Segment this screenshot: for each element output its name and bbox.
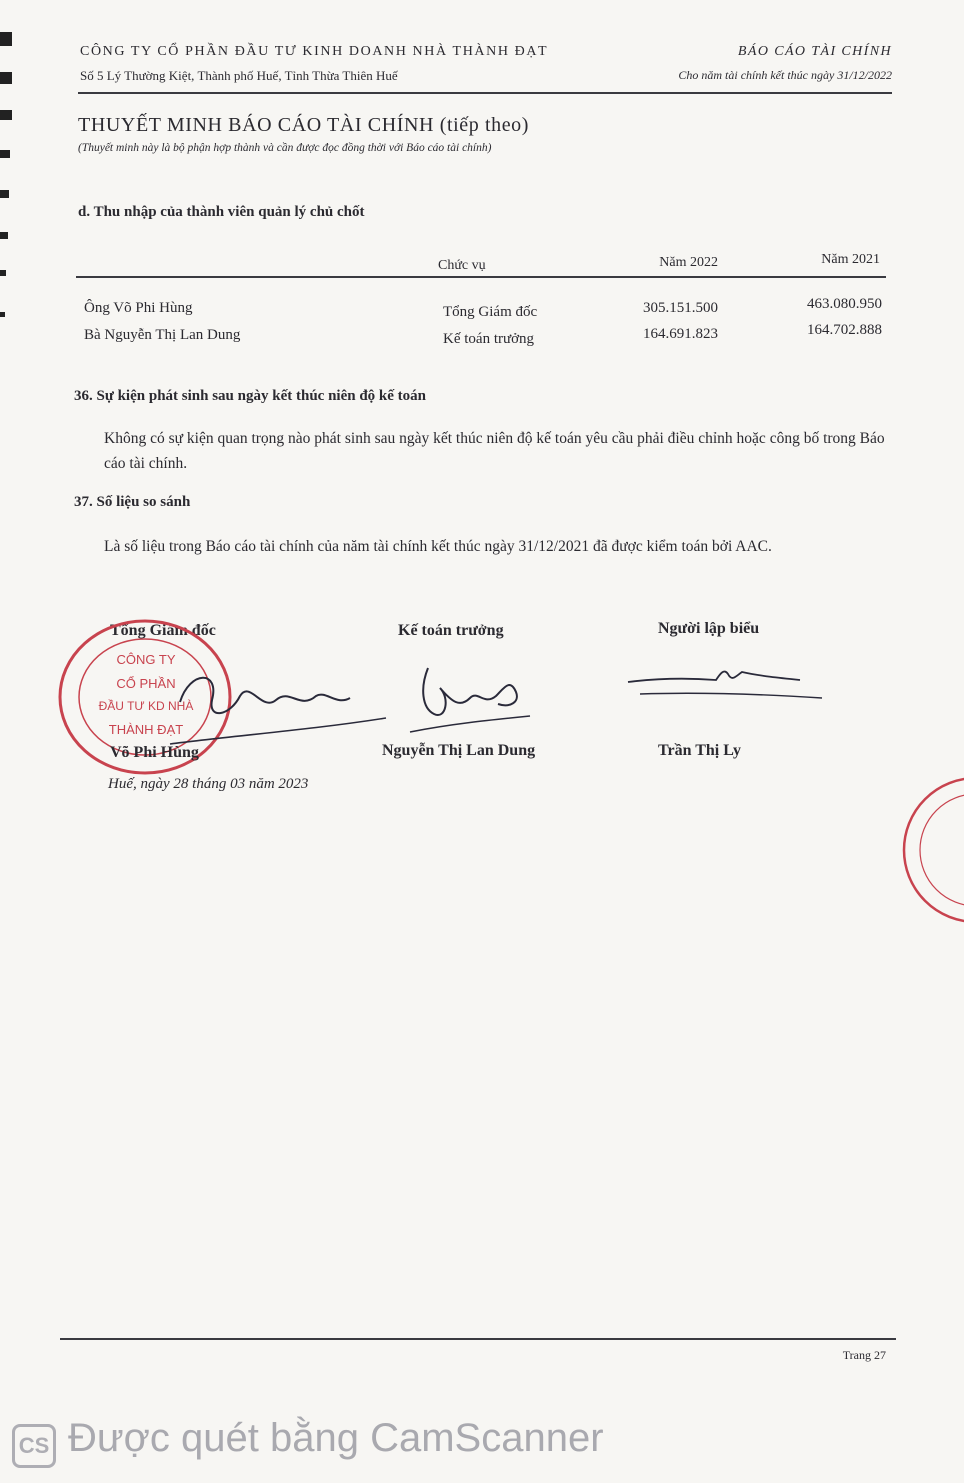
company-name: CÔNG TY CỔ PHẦN ĐẦU TƯ KINH DOANH NHÀ THÀNH ĐẠT — [80, 44, 549, 59]
binding-mark — [0, 270, 6, 276]
col-header-2022: Năm 2022 — [659, 255, 718, 270]
footer-rule — [60, 1338, 896, 1340]
stamp-line: CÔNG TY — [116, 652, 176, 667]
section-37-heading: 37. Số liệu so sánh — [74, 494, 191, 510]
partial-stamp-icon — [896, 770, 964, 930]
table-header-rule — [76, 276, 886, 278]
report-period: Cho năm tài chính kết thúc ngày 31/12/2022 — [678, 68, 892, 82]
report-label: BÁO CÁO TÀI CHÍNH — [737, 44, 892, 59]
binding-mark — [0, 150, 10, 158]
document-subtitle: (Thuyết minh này là bộ phận hợp thành và cần được đọc đồng thời với Báo cáo tài chính) — [78, 142, 492, 154]
stamp-line: THÀNH ĐẠT — [108, 722, 184, 737]
stamp-line: CỔ PHẦN — [116, 676, 176, 691]
income-2022: 305.151.500 — [643, 300, 718, 316]
document-title: THUYẾT MINH BÁO CÁO TÀI CHÍNH (tiếp theo) — [78, 114, 530, 136]
header-rule — [78, 92, 892, 94]
binding-mark — [0, 312, 5, 317]
income-2021: 164.702.888 — [807, 322, 882, 338]
binding-mark — [0, 32, 12, 46]
binding-mark — [0, 232, 8, 239]
preparer-name: Trần Thị Ly — [658, 742, 741, 759]
manager-name: Bà Nguyễn Thị Lan Dung — [84, 327, 241, 343]
page-number: Trang 27 — [842, 1348, 886, 1362]
section-36-text: Không có sự kiện quan trọng nào phát sinh sau ngày kết thúc niên độ kế toán yêu cầu phải điều chỉnh hoặc công bố trong Báo cáo tài chính. — [104, 430, 885, 472]
manager-position: Kế toán trưởng — [443, 331, 535, 347]
company-address: Số 5 Lý Thường Kiệt, Thành phố Huế, Tỉnh Thừa Thiên Huế — [80, 68, 398, 83]
ceo-title: Tổng Giám đốc — [110, 622, 216, 639]
col-header-position: Chức vụ — [438, 258, 486, 273]
accountant-title: Kế toán trưởng — [398, 622, 504, 639]
manager-position: Tổng Giám đốc — [443, 304, 538, 320]
section-d-heading: d. Thu nhập của thành viên quản lý chủ chốt — [78, 204, 365, 220]
manager-name: Ông Võ Phi Hùng — [84, 300, 193, 316]
section-37-text: Là số liệu trong Báo cáo tài chính của năm tài chính kết thúc ngày 31/12/2021 đã được kiểm toán bởi AAC. — [104, 538, 772, 555]
binding-mark — [0, 72, 12, 84]
accountant-signature-icon — [400, 658, 540, 738]
ceo-signature-icon — [150, 660, 390, 750]
camscanner-logo-icon: CS — [12, 1424, 56, 1468]
binding-mark — [0, 110, 12, 120]
preparer-signature-icon — [620, 660, 830, 710]
accountant-name: Nguyễn Thị Lan Dung — [382, 742, 536, 759]
signing-date: Huế, ngày 28 tháng 03 năm 2023 — [108, 776, 309, 792]
col-header-2021: Năm 2021 — [821, 252, 880, 267]
income-2021: 463.080.950 — [807, 296, 882, 312]
income-2022: 164.691.823 — [643, 326, 718, 342]
stamp-line: ĐẦU TƯ KD NHÀ — [98, 699, 194, 713]
section-36-heading: 36. Sự kiện phát sinh sau ngày kết thúc niên độ kế toán — [74, 388, 427, 404]
ceo-name: Võ Phi Hùng — [110, 744, 199, 761]
binding-mark — [0, 190, 9, 198]
preparer-title: Người lập biểu — [658, 620, 760, 637]
camscanner-watermark: Được quét bằng CamScanner — [68, 1416, 604, 1460]
